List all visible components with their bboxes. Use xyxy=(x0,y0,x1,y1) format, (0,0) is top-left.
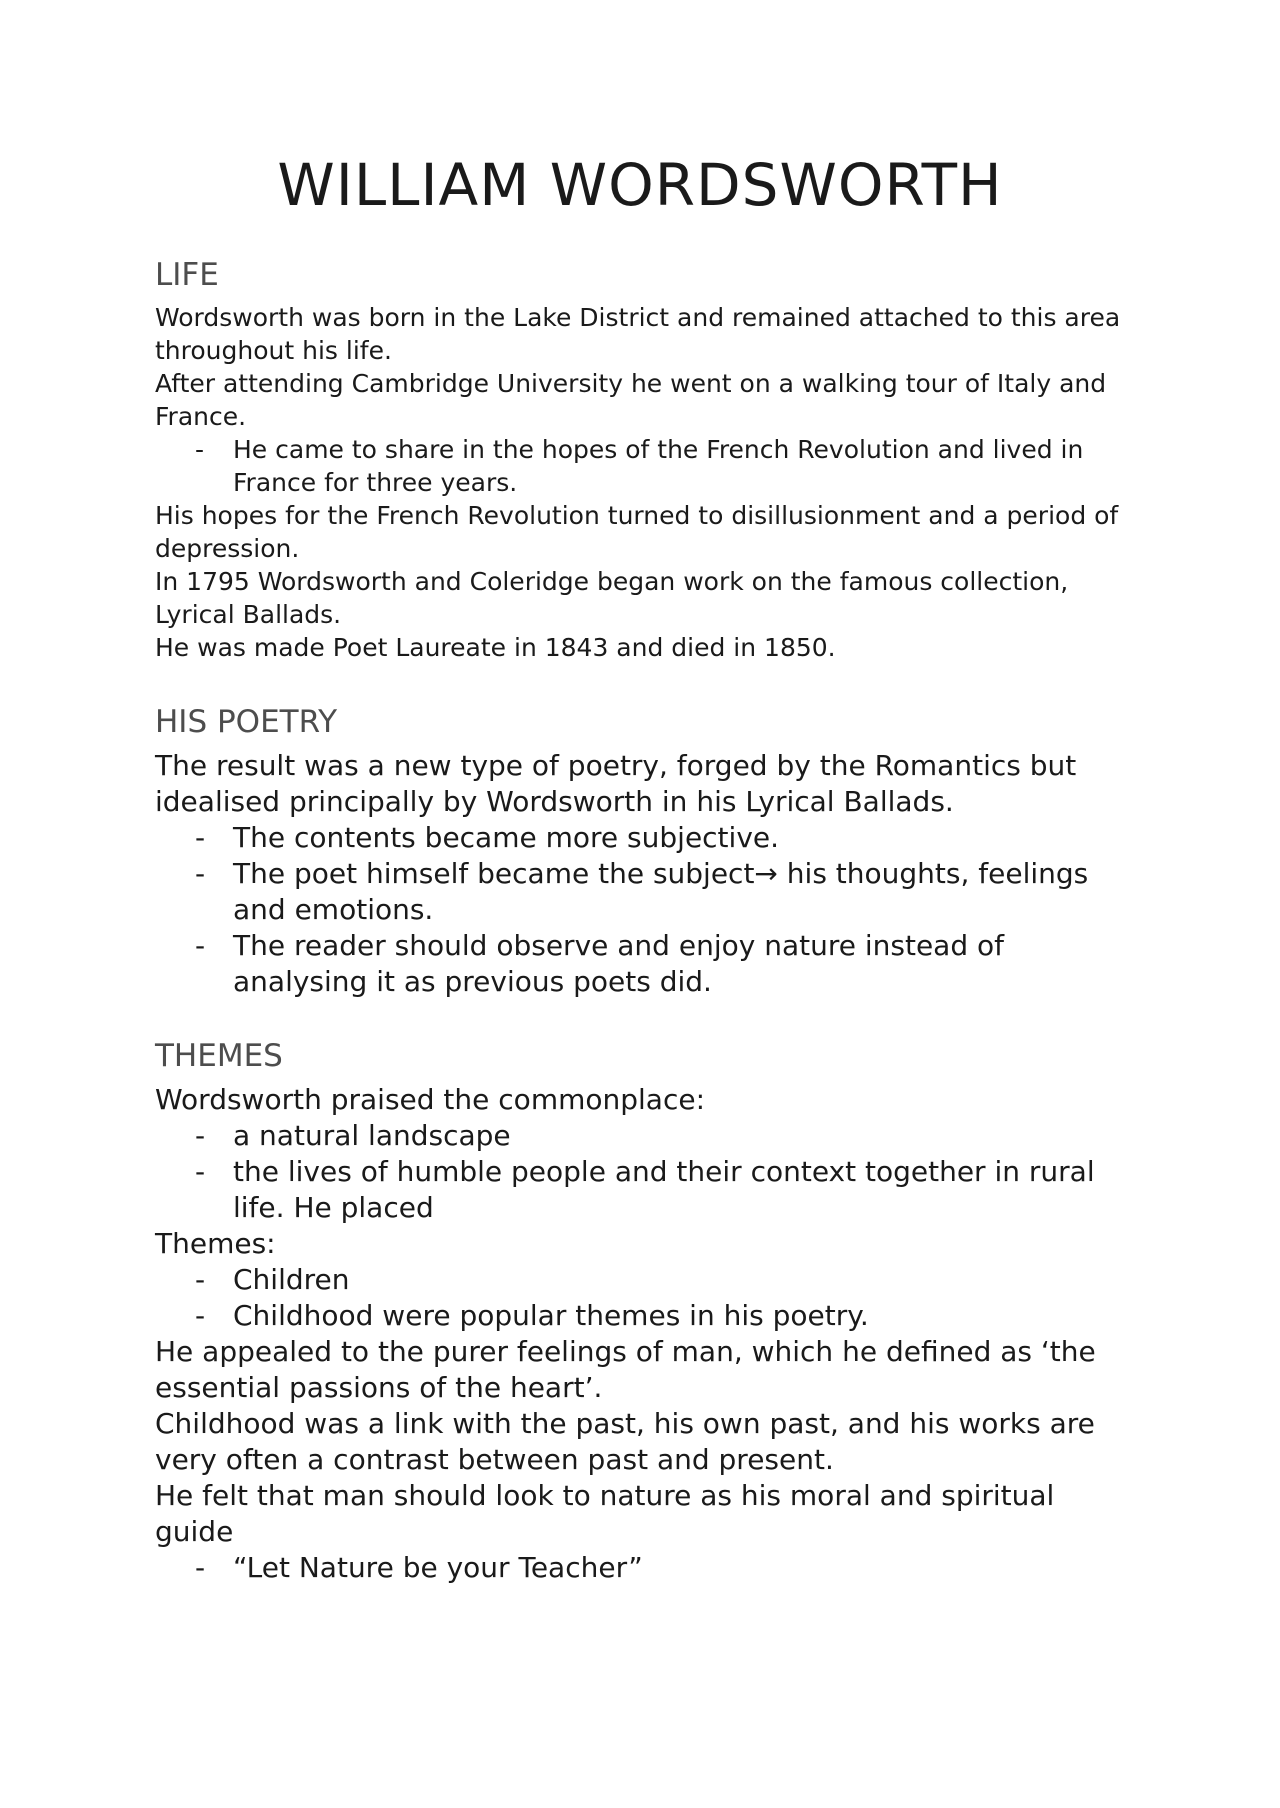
list-item xyxy=(155,1118,1135,1154)
paragraph: Wordsworth was born in the Lake District and remained attached to this area throughout his life. xyxy=(155,303,1121,365)
bullet-dash: - xyxy=(195,435,205,464)
list-item-text: The contents became more subjective. xyxy=(233,821,780,854)
bullet-dash: - xyxy=(195,857,206,890)
paragraph: Wordsworth praised the commonplace: xyxy=(155,1083,706,1116)
paragraph: In 1795 Wordsworth and Coleridge began work on the famous collection, Lyrical Ballads. xyxy=(155,567,1069,629)
bullet-dash: - xyxy=(195,1551,206,1584)
paragraph: After attending Cambridge University he went on a walking tour of Italy and France. xyxy=(155,369,1107,431)
section-themes xyxy=(155,1036,1135,1586)
list-item-text: “Let Nature be your Teacher” xyxy=(233,1551,643,1584)
list-item xyxy=(155,1550,1135,1586)
list-item xyxy=(155,928,1135,1000)
list-item xyxy=(155,433,1135,499)
paragraph: His hopes for the French Revolution turned to disillusionment and a period of depression. xyxy=(155,501,1119,563)
bullet-list xyxy=(155,433,1135,499)
section-body-his-poetry xyxy=(155,748,1135,1000)
paragraph: He felt that man should look to nature as his moral and spiritual guide xyxy=(155,1479,1055,1548)
bullet-dash: - xyxy=(195,1299,206,1332)
bullet-list xyxy=(155,1550,1135,1586)
section-heading-his-poetry: HIS POETRY xyxy=(155,704,338,740)
page-title: WILLIAM WORDSWORTH xyxy=(277,151,1003,219)
bullet-dash: - xyxy=(195,821,206,854)
bullet-list xyxy=(155,820,1135,1000)
list-item-text: the lives of humble people and their context together in rural life. He placed xyxy=(233,1155,1095,1224)
list-item-text: The reader should observe and enjoy nature instead of analysing it as previous poets did. xyxy=(233,929,1004,998)
bullet-dash: - xyxy=(195,1119,206,1152)
list-item-text: He came to share in the hopes of the French Revolution and lived in France for three years. xyxy=(233,435,1084,497)
section-life xyxy=(155,255,1135,664)
bullet-list xyxy=(155,1262,1135,1334)
section-heading-themes: THEMES xyxy=(155,1038,283,1074)
list-item xyxy=(155,1262,1135,1298)
bullet-dash: - xyxy=(195,929,206,962)
list-item xyxy=(155,1298,1135,1334)
list-item-text: a natural landscape xyxy=(233,1119,511,1152)
paragraph: Themes: xyxy=(155,1227,276,1260)
list-item xyxy=(155,1154,1135,1226)
section-heading-life: LIFE xyxy=(155,257,219,293)
section-body-life xyxy=(155,301,1135,664)
list-item-text: Childhood were popular themes in his poetry. xyxy=(233,1299,869,1332)
paragraph: The result was a new type of poetry, forged by the Romantics but idealised principally by Wordsworth in his Lyrical Ballads. xyxy=(155,749,1077,818)
paragraph: He was made Poet Laureate in 1843 and died in 1850. xyxy=(155,633,836,662)
list-item-text: The poet himself became the subject→ his thoughts, feelings and emotions. xyxy=(233,857,1089,926)
paragraph: He appealed to the purer feelings of man, which he defined as ‘the essential passions of the heart’. xyxy=(155,1335,1096,1404)
section-body-themes xyxy=(155,1082,1135,1586)
bullet-dash: - xyxy=(195,1263,206,1296)
bullet-list xyxy=(155,1118,1135,1226)
list-item-text: Children xyxy=(233,1263,350,1296)
bullet-dash: - xyxy=(195,1155,206,1188)
paragraph: Childhood was a link with the past, his own past, and his works are very often a contrast between past and present. xyxy=(155,1407,1095,1476)
section-his-poetry xyxy=(155,702,1135,1000)
list-item xyxy=(155,820,1135,856)
list-item xyxy=(155,856,1135,928)
